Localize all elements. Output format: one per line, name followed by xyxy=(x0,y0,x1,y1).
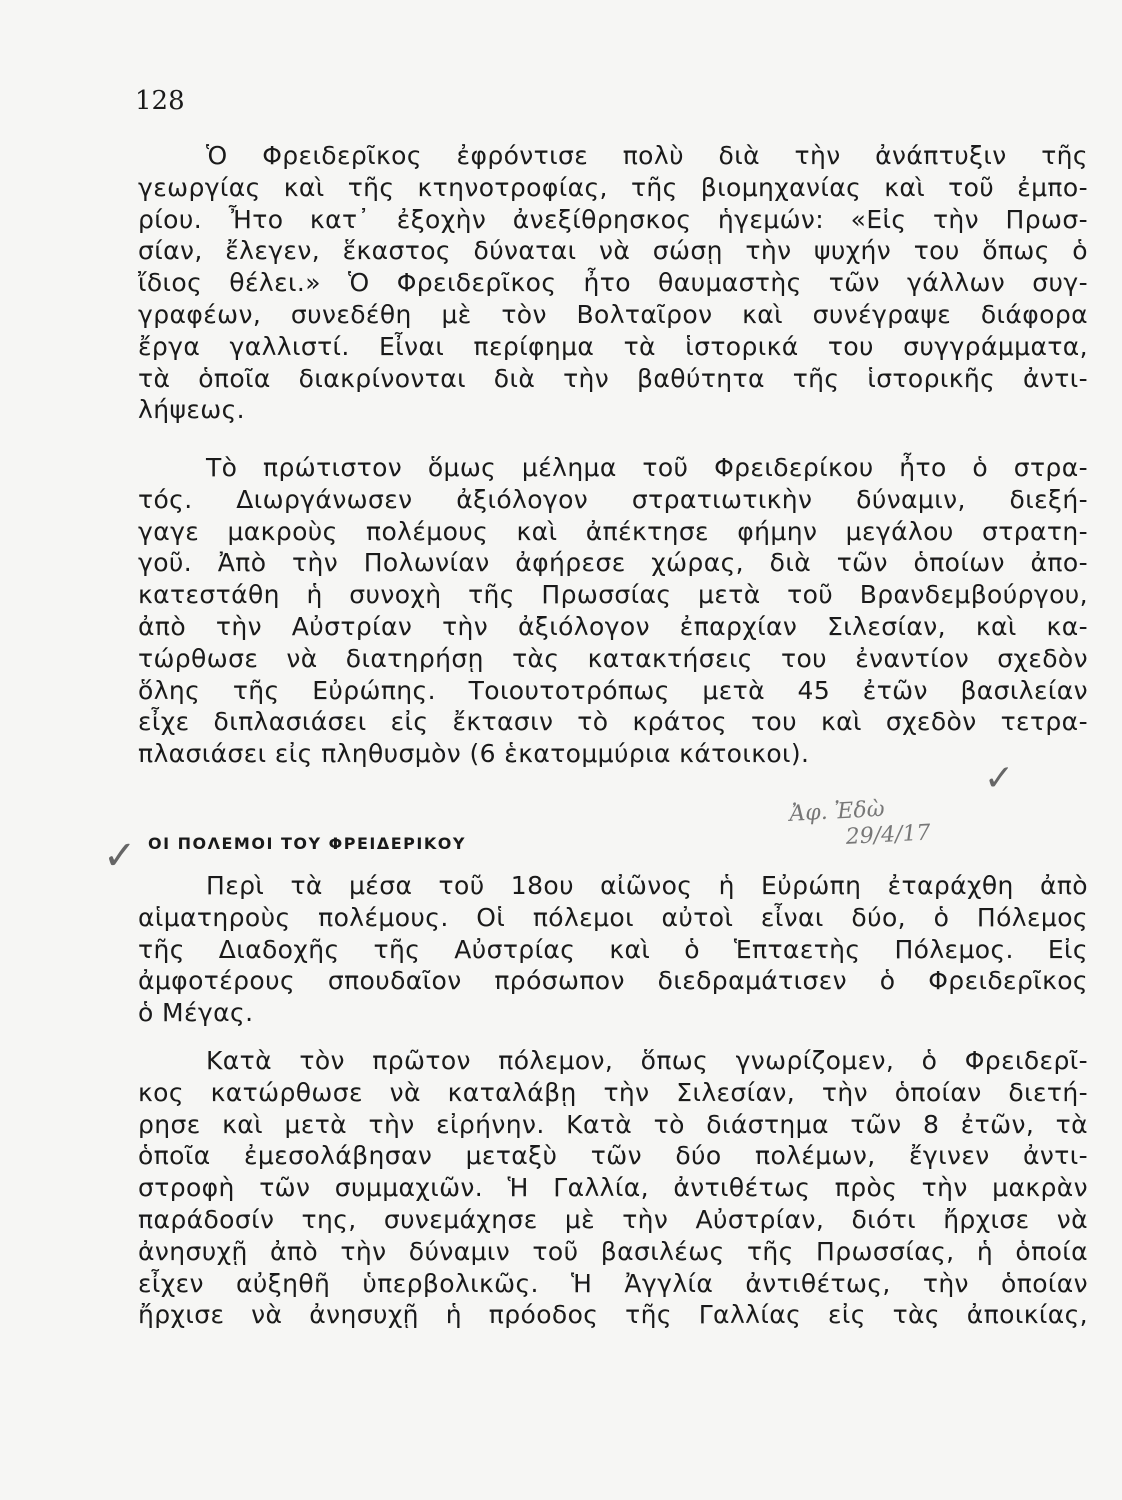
text-line: ἀπὸ τὴν Αὐστρίαν τὴν ἀξιόλογον ἐπαρχίαν Σιλεσίαν, καὶ κα- xyxy=(138,611,1088,641)
text-line: πλασιάσει εἰς πληθυσμὸν (6 ἑκατομμύρια κάτοικοι). xyxy=(138,739,810,769)
text-line: ἀμφοτέρους σπουδαῖον πρόσωπον διεδραμάτισεν ὁ Φρειδερῖκος xyxy=(138,966,1088,996)
text-line: στροφὴ τῶν συμμαχιῶν. Ἡ Γαλλία, ἀντιθέτως πρὸς τὴν μακρὰν xyxy=(138,1173,1088,1203)
text-line: ἔργα γαλλιστί. Εἶναι περίφημα τὰ ἱστορικά του συγγράμματα, xyxy=(138,331,1088,361)
paragraph-4 xyxy=(138,1045,1088,1331)
handwritten-note xyxy=(789,788,1051,854)
paragraph-3 xyxy=(138,870,1088,1029)
text-line: ὁποῖα ἐμεσολάβησαν μεταξὺ τῶν δύο πολέμων, ἔγινεν ἀντι- xyxy=(138,1141,1088,1171)
text-line: Ὁ Φρειδερῖκος ἐφρόντισε πολὺ διὰ τὴν ἀνάπτυξιν τῆς xyxy=(206,141,1088,170)
text-line: γοῦ. Ἀπὸ τὴν Πολωνίαν ἀφήρεσε χώρας, διὰ τῶν ὁποίων ἀπο- xyxy=(138,548,1088,578)
text-line: Κατὰ τὸν πρῶτον πόλεμον, ὅπως γνωρίζομεν, ὁ Φρειδερῖ- xyxy=(206,1046,1088,1075)
text-line: τῆς Διαδοχῆς τῆς Αὐστρίας καὶ ὁ Ἑπταετὴς Πόλεμος. Εἰς xyxy=(138,934,1088,964)
text-line: τός. Διωργάνωσεν ἀξιόλογον στρατιωτικὴν δύναμιν, διεξή- xyxy=(138,484,1088,514)
paragraph-1 xyxy=(138,140,1088,426)
note-date: 29/4/17 xyxy=(845,820,932,850)
text-line: κος κατώρθωσε νὰ καταλάβῃ τὴν Σιλεσίαν, τὴν ὁποίαν διετή- xyxy=(138,1077,1088,1107)
text-line: γαγε μακροὺς πολέμους καὶ ἀπέκτησε φήμην μεγάλου στρατη- xyxy=(138,516,1088,546)
text-line: Περὶ τὰ μέσα τοῦ 18ου αἰῶνος ἡ Εὐρώπη ἐταράχθη ἀπὸ xyxy=(206,871,1088,900)
text-line: τὰ ὁποῖα διακρίνονται διὰ τὴν βαθύτητα τῆς ἱστορικῆς ἀντι- xyxy=(138,363,1088,393)
note-text: Ἀφ. Ἐδὼ xyxy=(788,796,886,827)
text-line: εἶχε διπλασιάσει εἰς ἔκτασιν τὸ κράτος του καὶ σχεδὸν τετρα- xyxy=(138,707,1088,737)
text-line: σίαν, ἔλεγεν, ἕκαστος δύναται νὰ σώσῃ τὴν ψυχήν του ὅπως ὁ xyxy=(138,236,1088,266)
pencil-check-mark: ✓ xyxy=(984,758,1015,799)
text-line: γεωργίας καὶ τῆς κτηνοτροφίας, τῆς βιομηχανίας καὶ τοῦ ἐμπο- xyxy=(138,172,1088,202)
page-number: 128 xyxy=(135,86,185,116)
text-line: εἶχεν αὐξηθῆ ὑπερβολικῶς. Ἡ Ἀγγλία ἀντιθέτως, τὴν ὁποίαν xyxy=(138,1268,1088,1298)
text-line: αἱματηροὺς πολέμους. Οἱ πόλεμοι αὐτοὶ εἶναι δύο, ὁ Πόλεμος xyxy=(138,902,1088,932)
text-line: ρησε καὶ μετὰ τὴν εἰρήνην. Κατὰ τὸ διάστημα τῶν 8 ἐτῶν, τὰ xyxy=(138,1109,1088,1139)
text-line: Τὸ πρώτιστον ὅμως μέλημα τοῦ Φρειδερίκου ἦτο ὁ στρα- xyxy=(206,453,1088,482)
text-line: ρίου. Ἦτο κατ᾽ ἐξοχὴν ἀνεξίθρησκος ἡγεμών: «Εἰς τὴν Πρωσ- xyxy=(138,204,1088,234)
text-line: κατεστάθη ἡ συνοχὴ τῆς Πρωσσίας μετὰ τοῦ Βρανδεμβούργου, xyxy=(138,580,1088,610)
text-line: ἤρχισε νὰ ἀνησυχῇ ἡ πρόοδος τῆς Γαλλίας εἰς τὰς ἀποικίας, xyxy=(138,1300,1088,1330)
text-line: ὅλης τῆς Εὐρώπης. Τοιουτοτρόπως μετὰ 45 ἐτῶν βασιλείαν xyxy=(138,675,1088,705)
paragraph-2 xyxy=(138,452,1088,770)
text-line: παράδοσίν της, συνεμάχησε μὲ τὴν Αὐστρίαν, διότι ἤρχισε νὰ xyxy=(138,1204,1088,1234)
pencil-check-mark: ✓ xyxy=(103,833,137,879)
text-line: ὁ Μέγας. xyxy=(138,998,254,1028)
text-line: γραφέων, συνεδέθη μὲ τὸν Βολταῖρον καὶ συνέγραψε διάφορα xyxy=(138,299,1088,329)
section-heading: ΟΙ ΠΟΛΕΜΟΙ ΤΟΥ ΦΡΕΙΔΕΡΙΚΟΥ xyxy=(148,834,466,853)
text-line: ἴδιος θέλει.» Ὁ Φρειδερῖκος ἦτο θαυμαστὴς τῶν γάλλων συγ- xyxy=(138,268,1088,298)
text-line: ἀνησυχῇ ἀπὸ τὴν δύναμιν τοῦ βασιλέως τῆς Πρωσσίας, ἡ ὁποία xyxy=(138,1236,1088,1266)
text-line: τώρθωσε νὰ διατηρήσῃ τὰς κατακτήσεις του ἐναντίον σχεδὸν xyxy=(138,643,1088,673)
text-line: λήψεως. xyxy=(138,395,245,425)
